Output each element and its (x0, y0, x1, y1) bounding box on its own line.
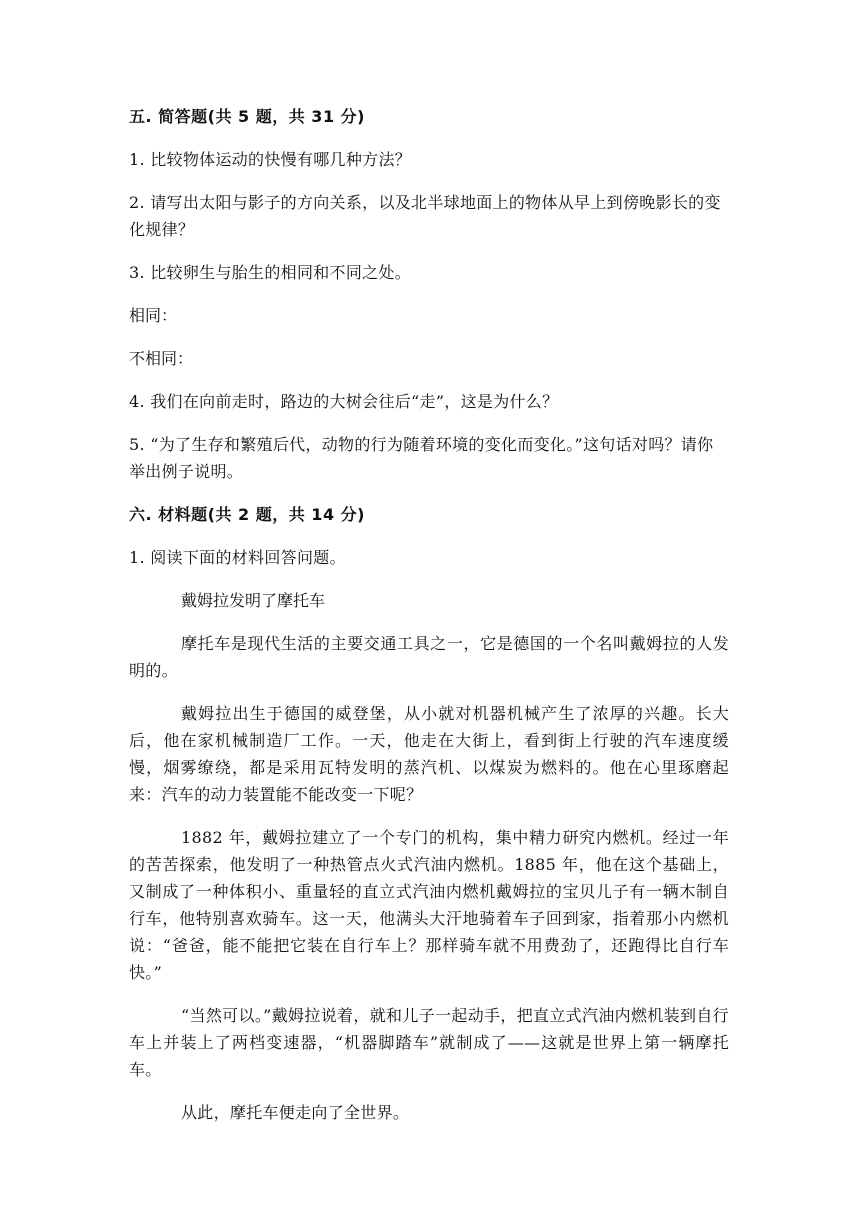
article-paragraph-3: 1882 年，戴姆拉建立了一个专门的机构，集中精力研究内燃机。经过一年的苦苦探索，他发明了一种热管点火式汽油内燃机。1885 年，他在这个基础上，又制成了一种体积小、重量轻的直立式汽油内燃机戴姆拉的宝贝儿子有一辆木制自行车，他特别喜欢骑车。这一天，他满头大汗地骑着车子回到家，指着那小内燃机说：“爸爸，能不能把它装在自行车上？那样骑车就不用费劲了，还跑得比自行车快。” (129, 828, 729, 982)
article-paragraph-4: “当然可以。”戴姆拉说着，就和儿子一起动手，把直立式汽油内燃机装到自行车上并装上了两档变速器，“机器脚踏车”就制成了——这就是世界上第一辆摩托车。 (129, 1006, 729, 1079)
article-title: 戴姆拉发明了摩托车 (181, 591, 326, 610)
question-5-5: 5. “为了生存和繁殖后代，动物的行为随着环境的变化而变化。”这句话对吗？请你举出例子说明。 (129, 435, 714, 481)
question-5-4: 4. 我们在向前走时，路边的大树会往后“走”，这是为什么？ (129, 392, 559, 411)
section-five-title: 五. 简答题(共 5 题，共 31 分) (129, 107, 365, 126)
question-5-3: 3. 比较卵生与胎生的相同和不同之处。 (129, 263, 412, 282)
question-5-2: 2. 请写出太阳与影子的方向关系，以及北半球地面上的物体从早上到傍晚影长的变化规律？ (129, 193, 721, 239)
answer-different-label: 不相同： (129, 349, 194, 368)
article-paragraph-1: 摩托车是现代生活的主要交通工具之一，它是德国的一个名叫戴姆拉的人发明的。 (129, 634, 729, 680)
article-paragraph-5: 从此，摩托车便走向了全世界。 (181, 1103, 410, 1122)
article-paragraph-2: 戴姆拉出生于德国的威登堡，从小就对机器机械产生了浓厚的兴趣。长大后，他在家机械制造厂工作。一天，他走在大街上，看到街上行驶的汽车速度缓慢，烟雾缭绕，都是采用瓦特发明的蒸汽机、以煤炭为燃料的。他在心里琢磨起来：汽车的动力装置能不能改变一下呢？ (129, 704, 729, 804)
question-6-1: 1. 阅读下面的材料回答问题。 (129, 548, 346, 567)
page-content (129, 103, 729, 1142)
question-5-1: 1. 比较物体运动的快慢有哪几种方法？ (129, 150, 412, 169)
section-six-title: 六. 材料题(共 2 题，共 14 分) (129, 505, 365, 524)
answer-same-label: 相同： (129, 306, 178, 325)
